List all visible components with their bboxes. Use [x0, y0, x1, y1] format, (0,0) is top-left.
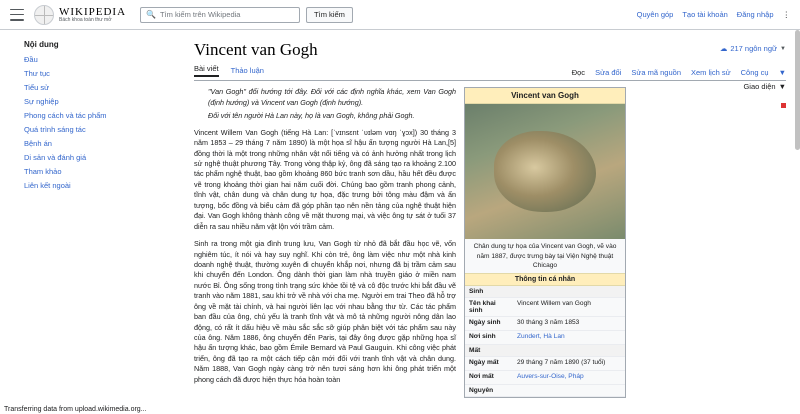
hatnote-block — [194, 87, 456, 121]
toc-link[interactable]: Thư tục — [24, 69, 50, 78]
row-value — [513, 371, 625, 384]
tools-chevron-down-icon[interactable]: ▼ — [778, 68, 786, 78]
table-row — [465, 371, 625, 385]
search-placeholder: Tìm kiếm trên Wikipedia — [160, 10, 241, 19]
sidebar-item-qua-trinh[interactable] — [24, 125, 176, 134]
appearance-button[interactable] — [743, 82, 786, 91]
birthplace-link[interactable]: Zundert, Hà Lan — [517, 332, 565, 340]
action-edit-source[interactable]: Sửa mã nguồn — [631, 68, 681, 78]
sidebar-item-benh-an[interactable] — [24, 139, 176, 148]
row-key: Tên khai sinh — [469, 300, 496, 315]
table-row — [465, 331, 625, 345]
tab-talk[interactable]: Thảo luận — [230, 66, 264, 76]
hamburger-icon[interactable] — [10, 9, 24, 21]
toc-link[interactable]: Di sản và đánh giá — [24, 153, 87, 162]
language-selector-button[interactable] — [720, 40, 786, 53]
action-read[interactable]: Đọc — [571, 68, 586, 78]
infobox-title: Vincent van Gogh — [465, 88, 625, 104]
table-row — [465, 357, 625, 371]
article-tabs — [194, 64, 786, 81]
row-key: Ngày sinh — [469, 319, 501, 327]
paragraph-1: Vincent Willem Van Gogh (tiếng Hà Lan: [ˈvɪnsɛnt ˈʋɪləm vɑŋ ˈɣɔx]) 30 tháng 3 năm 1853 – 29 tháng 7 năm 1890) là một họa sĩ hậu ấn tượng người Hà Lan,[5] đồng thời là một trong những nhân vật nổi tiếng và có ảnh hưởng nhất trong lịch sử nghệ thuật phương Tây. Trong vòng thập kỷ, ông đã sáng tạo ra khoảng 2.100 tác phẩm nghệ thuật, bao gồm khoảng 860 bức tranh sơn dầu, hầu hết đều được vẽ trong khoảng thời gian hai năm cuối đời. Chúng bao gồm tranh phong cảnh, tĩnh vật, chân dung và chân dung tự họa, đặc trưng bởi tông màu đậm và ấn tượng, bốc đồng và biểu cảm đã góp phần tạo nên nền tảng của nghệ thuật hiện đại. Van Gogh không thành công về mặt thương mại, và việc ông tự sát ở tuổi 37 diễn ra sau nhiều năm vật lộn với trầm cảm. — [194, 127, 456, 231]
infobox-caption: Chân dung tự họa của Vincent van Gogh, vẽ vào năm 1887, được trưng bày tại Viện Nghệ thuật Chicago — [473, 243, 617, 269]
row-value — [513, 385, 625, 396]
table-row — [465, 385, 625, 397]
sidebar-item-phong-cach[interactable] — [24, 111, 176, 120]
toc-link[interactable]: Tiểu sử — [24, 83, 50, 92]
row-value — [513, 331, 625, 344]
row-key: Nơi sinh — [469, 332, 496, 340]
sidebar-item-dau[interactable] — [24, 55, 176, 64]
login-link[interactable]: Đăng nhập — [736, 10, 774, 19]
toc-sidebar — [0, 30, 188, 414]
toc-title: Nội dung — [24, 40, 59, 49]
row-key: Nơi mất — [469, 372, 494, 380]
toc-link[interactable]: Sự nghiệp — [24, 97, 59, 106]
row-key: Ngày mất — [469, 358, 499, 366]
notification-badge — [781, 103, 786, 108]
article-content — [188, 30, 800, 414]
toc-link[interactable]: Đầu — [24, 55, 38, 64]
site-header — [0, 0, 800, 30]
wikipedia-logo[interactable] — [34, 5, 126, 25]
article-actions — [572, 68, 786, 77]
ellipsis-icon[interactable]: ⋮ — [782, 10, 790, 19]
logo-tagline: Bách khoa toàn thư mở — [59, 16, 112, 23]
row-key: Nguyên — [469, 386, 494, 394]
sidebar-item-su-nghiep[interactable] — [24, 97, 176, 106]
language-icon: ☁ — [719, 44, 728, 53]
toc-link[interactable]: Tham khảo — [24, 167, 62, 176]
appearance-chevron-icon: ▼ — [778, 82, 786, 91]
search-area — [140, 7, 353, 23]
tab-article[interactable]: Bài viết — [194, 64, 219, 77]
infobox-group-sinh: Sinh — [465, 286, 625, 298]
toc-link[interactable]: Phong cách và tác phẩm — [24, 111, 107, 120]
create-account-link[interactable]: Tạo tài khoản — [682, 10, 728, 19]
action-history[interactable]: Xem lịch sử — [691, 68, 731, 78]
chevron-down-icon: ▼ — [780, 45, 786, 52]
language-count-label: 217 ngôn ngữ — [730, 44, 778, 53]
sidebar-item-tieu-su[interactable] — [24, 83, 176, 92]
toc-link[interactable]: Quá trình sáng tác — [24, 125, 86, 134]
hatnote-2: Đối với tên người Hà Lan này, họ là van Gogh, không phải Gogh. — [208, 111, 415, 121]
article-columns — [194, 87, 786, 397]
toc-link[interactable]: Liên kết ngoài — [24, 181, 71, 190]
logo-wordmark: WIKIPEDIA — [59, 5, 127, 18]
infobox — [464, 87, 626, 397]
globe-icon — [34, 5, 54, 25]
appearance-label: Giao diện — [743, 82, 776, 91]
toc-list — [24, 55, 176, 190]
deathplace-link[interactable]: Auvers-sur-Oise, Pháp — [517, 372, 584, 380]
page-title: Vincent van Gogh — [194, 40, 318, 59]
self-portrait-painting-image — [465, 104, 625, 239]
scrollbar-thumb[interactable] — [795, 30, 800, 150]
sidebar-item-thu-tuc[interactable] — [24, 69, 176, 78]
sidebar-item-lien-ket[interactable] — [24, 181, 176, 190]
header-links — [637, 10, 790, 19]
toc-link[interactable]: Bệnh án — [24, 139, 52, 148]
sidebar-item-tham-khao[interactable] — [24, 167, 176, 176]
title-row — [194, 40, 786, 64]
action-tools[interactable]: Công cụ — [740, 68, 769, 78]
article-body — [194, 87, 456, 397]
donate-link[interactable]: Quyên góp — [636, 10, 674, 19]
infobox-section-title: Thông tin cá nhân — [465, 273, 625, 286]
search-icon: 🔍 — [146, 10, 157, 19]
infobox-group-mat: Mất — [465, 345, 625, 357]
hatnote-1: "Van Gogh" đổi hướng tới đây. Đối với các định nghĩa khác, xem Van Gogh (định hướng) và Vincent van Gogh (định hướng). — [208, 87, 456, 107]
page-body — [0, 30, 800, 414]
row-value: 30 tháng 3 năm 1853 — [517, 319, 580, 327]
sidebar-item-di-san[interactable] — [24, 153, 176, 162]
row-value: 29 tháng 7 năm 1890 (37 tuổi) — [517, 358, 606, 366]
table-row — [465, 317, 625, 331]
paragraph-2: Sinh ra trong một gia đình trung lưu, Van Gogh từ nhỏ đã bắt đầu học vẽ, vốn nghiêm túc, ít nói và hay suy nghĩ. Khi còn trẻ, ông làm việc như một nhà kinh doanh nghệ thuật, thường xuyên đi chuyển khắp nơi, nhưng đã bị trầm cảm sau khi chuyển đến London. Ông dành thời gian làm nhà truyền giáo ở miền nam nước Bỉ. Ông sống trong tình trạng sức khỏe tồi tệ và cô độc trước khi bắt đầu vẽ tranh vào năm 1881, sau khi trở về nhà với cha mẹ. Người em trai Theo đã hỗ trợ ông về mặt tài chính, và hai người liên lạc với nhau bằng thư từ. Các tác phẩm ban đầu của ông, chủ yếu là tranh tĩnh vật và mô tả những người nông dân lao động, có rất ít dấu hiệu về màu sắc sắc sỡ giúp phân biệt với tác phẩm sau này của ông. Năm 1886, ông chuyển đến Paris, tại đây ông được gặp những họa sĩ hậu ấn tượng khác, bao gồm Émile Bernard và Paul Gauguin. Khi công việc phát triển, ông đã tạo ra một cách tiếp cận mới đối với tranh tĩnh vật và chân dung. Năm 1888, Van Gogh ngày càng trở nên tươi sáng hơn khi ông phát triển một phong cách đã được hiện thực hóa hoàn toàn — [194, 239, 456, 384]
table-row — [465, 298, 625, 317]
search-button[interactable]: Tìm kiếm — [306, 7, 353, 23]
status-bar: Transferring data from upload.wikimedia.org... — [0, 405, 151, 414]
row-value: Vincent Willem van Gogh — [517, 300, 591, 308]
action-edit[interactable]: Sửa đổi — [595, 68, 622, 78]
search-input[interactable] — [140, 7, 300, 23]
